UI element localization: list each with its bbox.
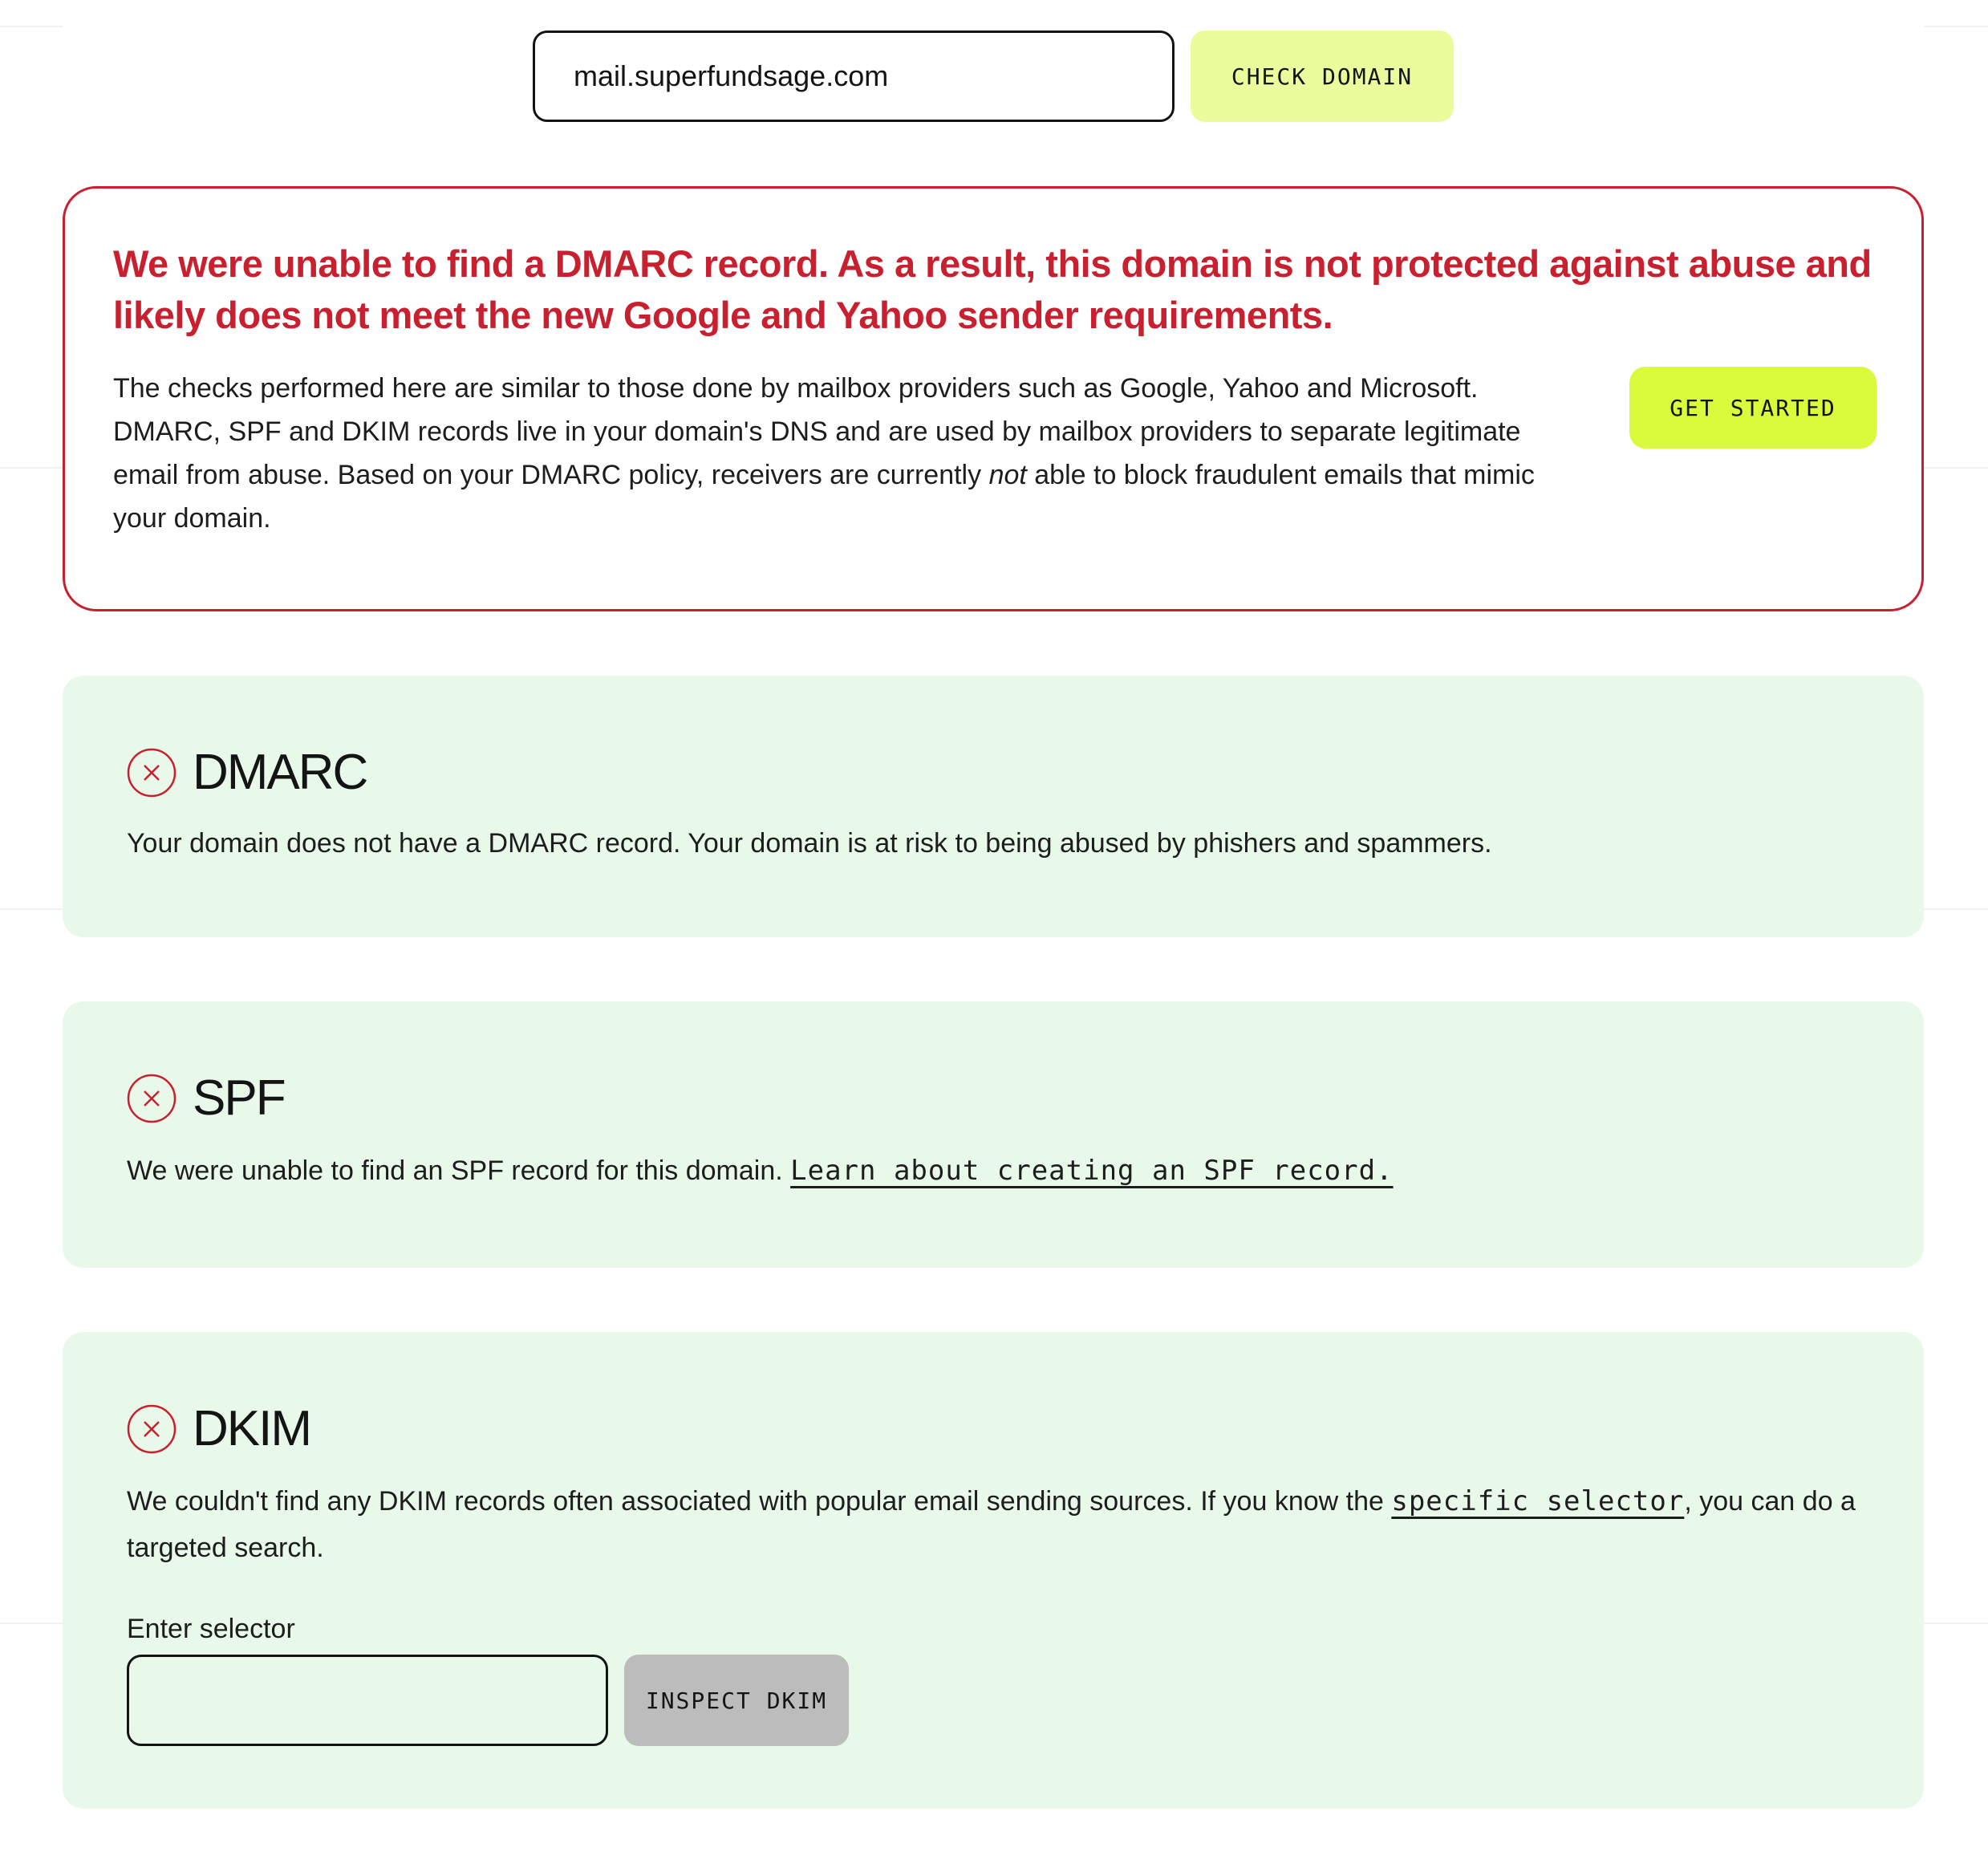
get-started-button[interactable]: GET STARTED: [1629, 367, 1876, 449]
alert-heading: We were unable to find a DMARC record. As a result, this domain is not protected against abuse and likely does not meet the new Google and Yahoo sender requirements.: [113, 242, 1872, 336]
background-divider: [0, 26, 63, 27]
alert-body: [113, 367, 1873, 540]
background-divider: [0, 467, 63, 469]
alert-description: [113, 367, 1549, 540]
dkim-card: [63, 1332, 1924, 1809]
dkim-description-start: We couldn't find any DKIM records often associated with popular email sending sources. If you know the: [127, 1486, 1392, 1517]
dmarc-card-header: [127, 743, 1860, 802]
alert-description-start: The checks performed here are similar to those done by mailbox providers such as Google, Yahoo and Microsoft. DMARC, SPF and DKIM records live in your domain's DNS and are used by mailbox providers to separate legitimate email from abuse. Based on your DMARC policy, receivers are currently: [113, 373, 1521, 490]
selector-row: [127, 1655, 1860, 1746]
dmarc-alert-panel: [63, 186, 1924, 611]
alert-description-emphasis: not: [988, 460, 1027, 490]
domain-search-bar: [533, 30, 1454, 122]
alert-description-end: able to block fraudulent emails that mimic your domain.: [113, 460, 1535, 534]
x-circle-icon: [127, 1074, 176, 1123]
selector-input[interactable]: [127, 1655, 608, 1746]
background-divider: [1924, 26, 1988, 27]
dkim-description-end: , you can do a targeted search.: [127, 1486, 1856, 1563]
spf-learn-link[interactable]: Learn about creating an SPF record.: [790, 1155, 1394, 1187]
spf-description: [127, 1147, 1860, 1194]
background-divider: [1924, 1622, 1988, 1624]
spf-description-text: We were unable to find an SPF record for this domain.: [127, 1155, 791, 1186]
dmarc-title: DMARC: [193, 745, 367, 800]
spf-title: SPF: [193, 1070, 285, 1126]
spf-card: [63, 1001, 1924, 1268]
background-divider: [1924, 908, 1988, 910]
dmarc-card: [63, 676, 1924, 937]
selector-label: Enter selector: [127, 1614, 295, 1644]
x-circle-icon: [127, 1404, 176, 1454]
background-divider: [0, 908, 63, 910]
specific-selector-link[interactable]: specific selector: [1391, 1485, 1685, 1517]
dmarc-description: Your domain does not have a DMARC record. Your domain is at risk to being abused by phishers and spammers.: [127, 828, 1492, 859]
spf-card-header: [127, 1069, 1860, 1128]
check-domain-button[interactable]: CHECK DOMAIN: [1191, 30, 1454, 122]
background-divider: [1924, 467, 1988, 469]
dkim-title: DKIM: [193, 1401, 310, 1456]
dkim-card-header: [127, 1399, 1860, 1459]
domain-input[interactable]: [533, 30, 1175, 122]
dkim-description: [127, 1478, 1860, 1571]
inspect-dkim-button[interactable]: INSPECT DKIM: [624, 1655, 849, 1746]
background-divider: [0, 1622, 63, 1624]
x-circle-icon: [127, 748, 176, 798]
